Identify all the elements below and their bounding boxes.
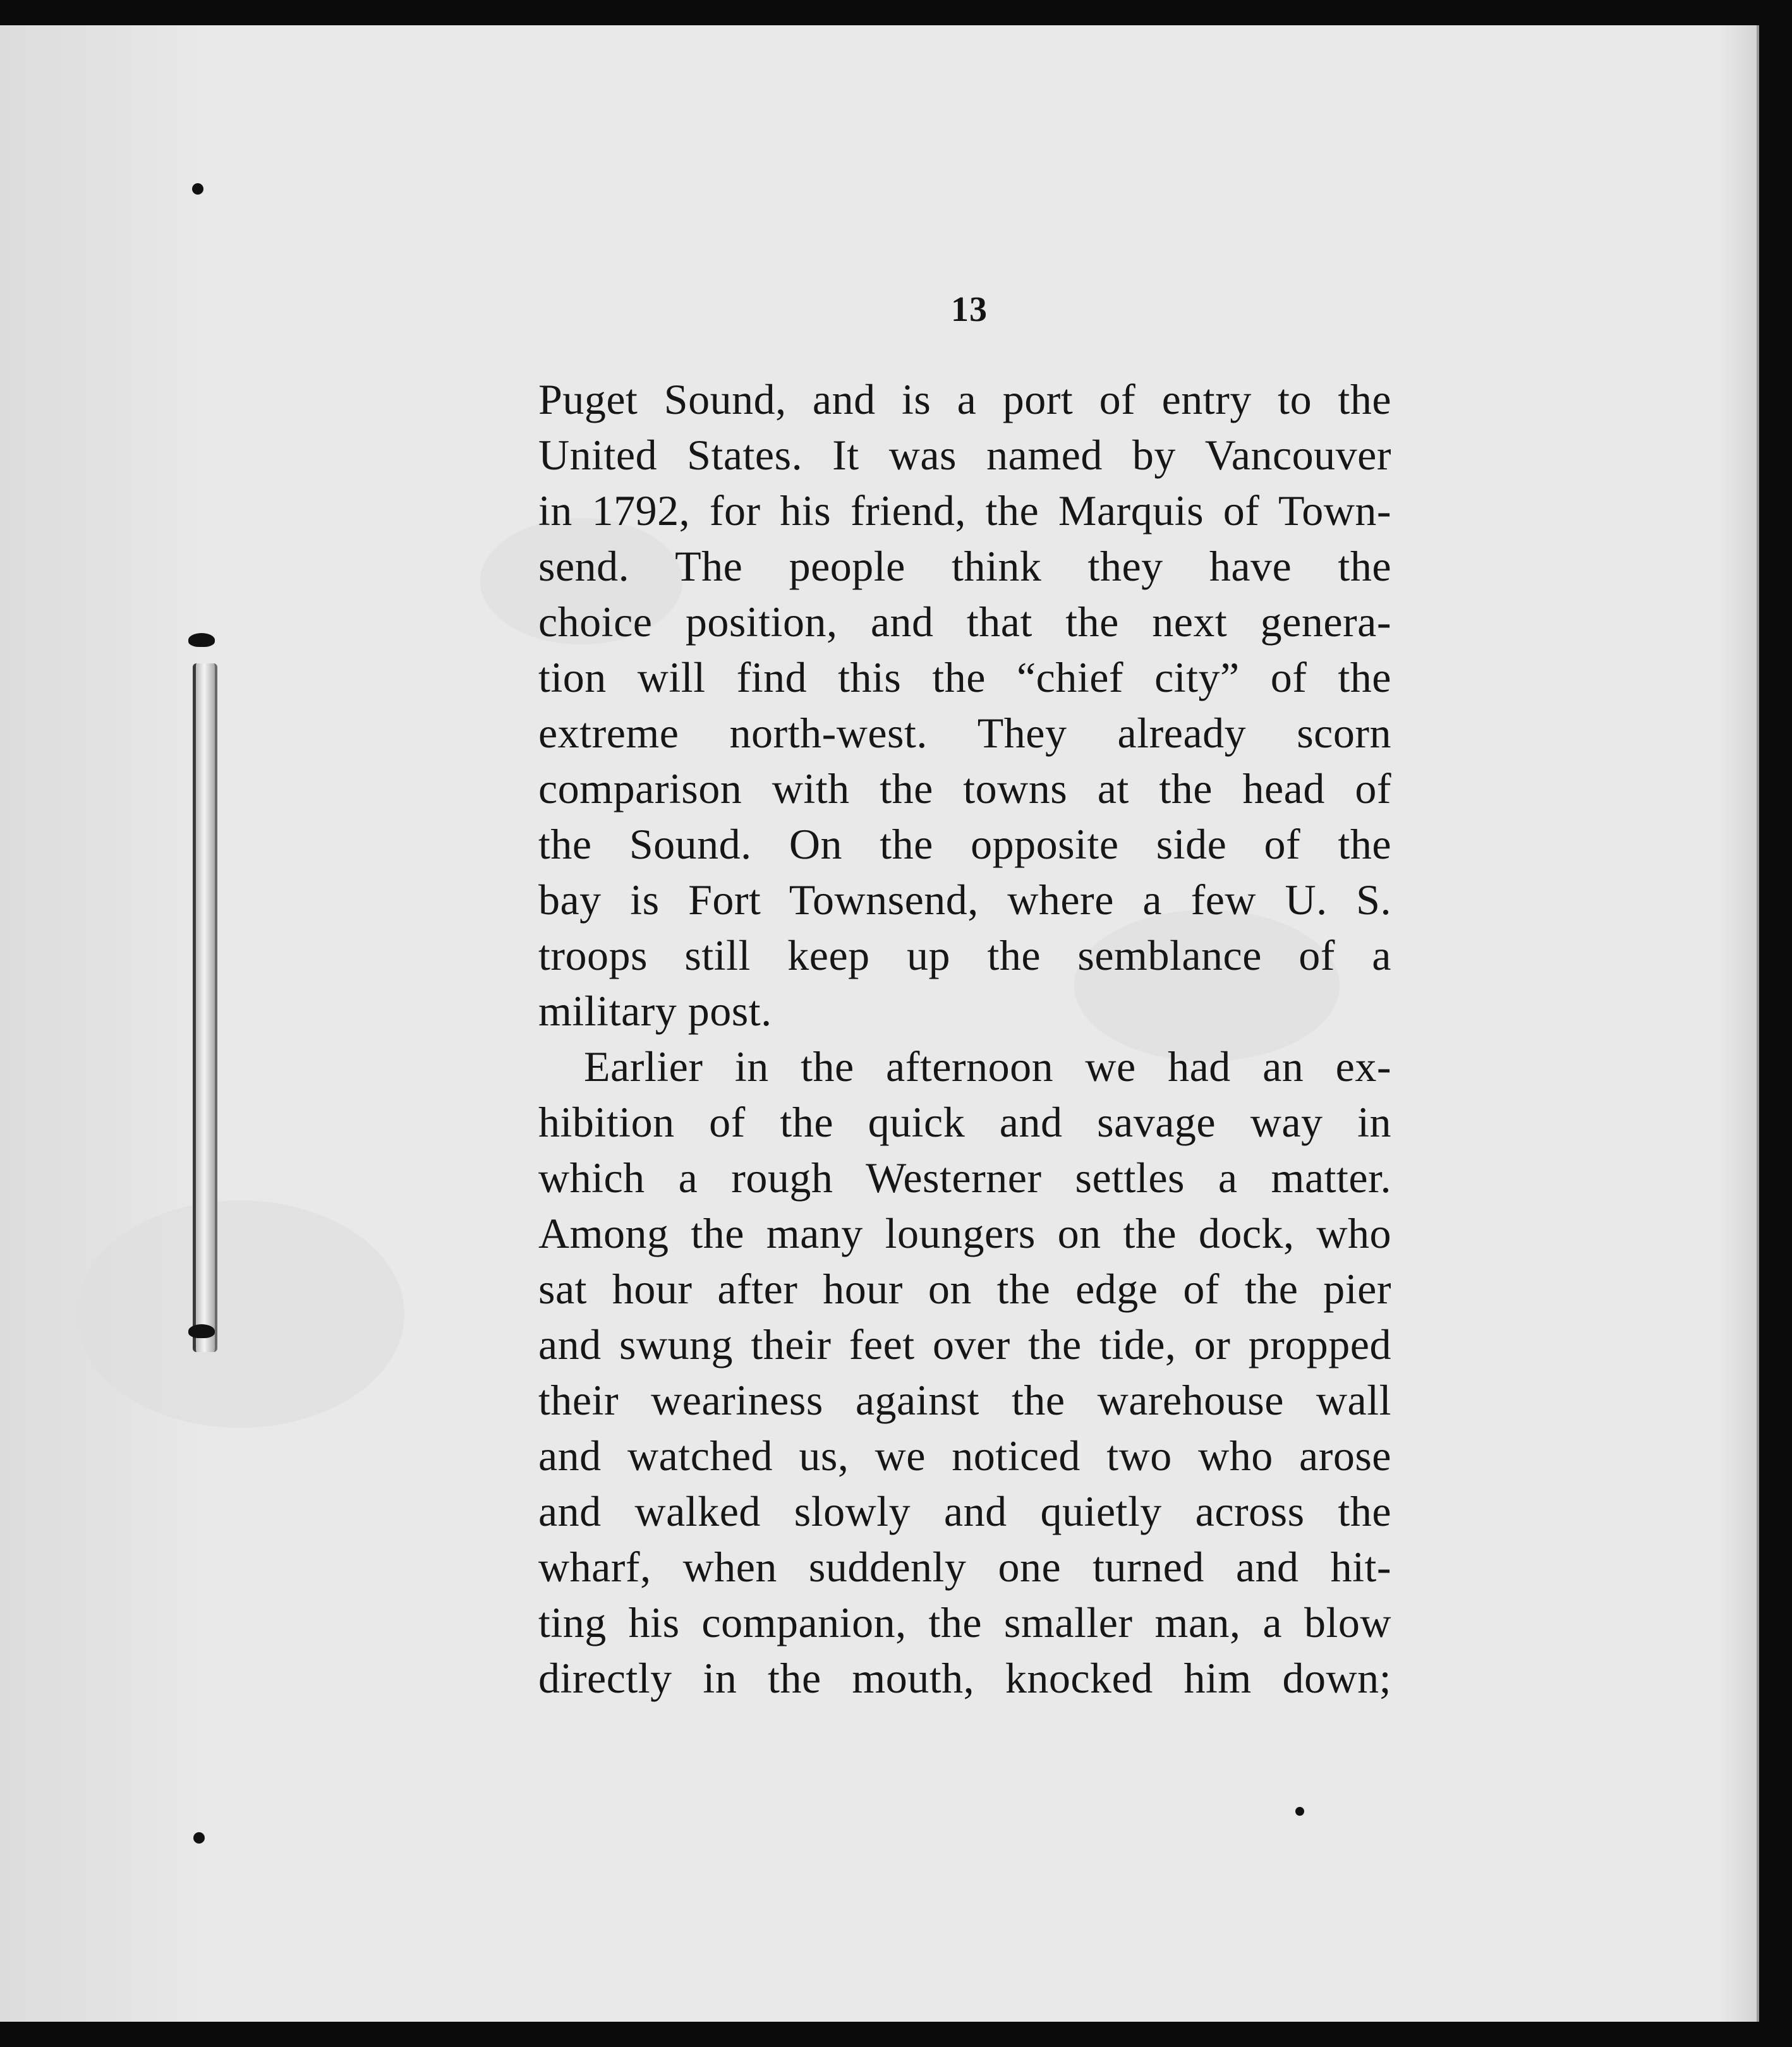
text-line: Among the many loungers on the dock, who [538, 1209, 1391, 1257]
binding-hole [193, 1832, 205, 1844]
text-line: which a rough Westerner settles a matter. [538, 1154, 1391, 1202]
text-line: in 1792, for his friend, the Marquis of Town- [538, 486, 1391, 534]
binding-hole [192, 183, 203, 195]
text-line: military post. [538, 987, 772, 1035]
page-number: 13 [951, 290, 988, 329]
body-text [538, 371, 1391, 1706]
text-line: and watched us, we noticed two who arose [538, 1432, 1391, 1480]
text-line: tion will find this the “chief city” of the [538, 653, 1391, 701]
text-line: and walked slowly and quietly across the [538, 1487, 1391, 1535]
text-line: troops still keep up the semblance of a [538, 931, 1391, 979]
text-line: United States. It was named by Vancouver [538, 431, 1391, 479]
ink-speck [1295, 1807, 1304, 1816]
text-line: and swung their feet over the tide, or propped [538, 1320, 1391, 1368]
spine-shadow [0, 25, 202, 2022]
staple-top [188, 633, 215, 647]
text-line: the Sound. On the opposite side of the [538, 820, 1391, 868]
text-line: Puget Sound, and is a port of entry to the [538, 375, 1391, 423]
staple-bottom [188, 1324, 215, 1338]
text-line: wharf, when suddenly one turned and hit- [538, 1543, 1391, 1591]
paragraph [538, 1039, 1391, 1706]
text-line: directly in the mouth, knocked him down; [538, 1654, 1391, 1702]
text-line: comparison with the towns at the head of [538, 764, 1391, 812]
text-line: Earlier in the afternoon we had an ex- [584, 1042, 1391, 1090]
text-line: their weariness against the warehouse wall [538, 1376, 1391, 1424]
show-through-stain [76, 1200, 404, 1428]
paragraph [538, 371, 1391, 1039]
page-edge [1719, 25, 1757, 2022]
text-line: ting his companion, the smaller man, a blow [538, 1598, 1391, 1646]
text-line: send. The people think they have the [538, 542, 1391, 590]
text-line: bay is Fort Townsend, where a few U. S. [538, 876, 1391, 924]
text-line: hibition of the quick and savage way in [538, 1098, 1391, 1146]
text-line: sat hour after hour on the edge of the pier [538, 1265, 1391, 1313]
book-page [0, 25, 1759, 2022]
text-line: choice position, and that the next genera- [538, 598, 1391, 646]
staple [193, 663, 217, 1352]
text-line: extreme north-west. They already scorn [538, 709, 1391, 757]
